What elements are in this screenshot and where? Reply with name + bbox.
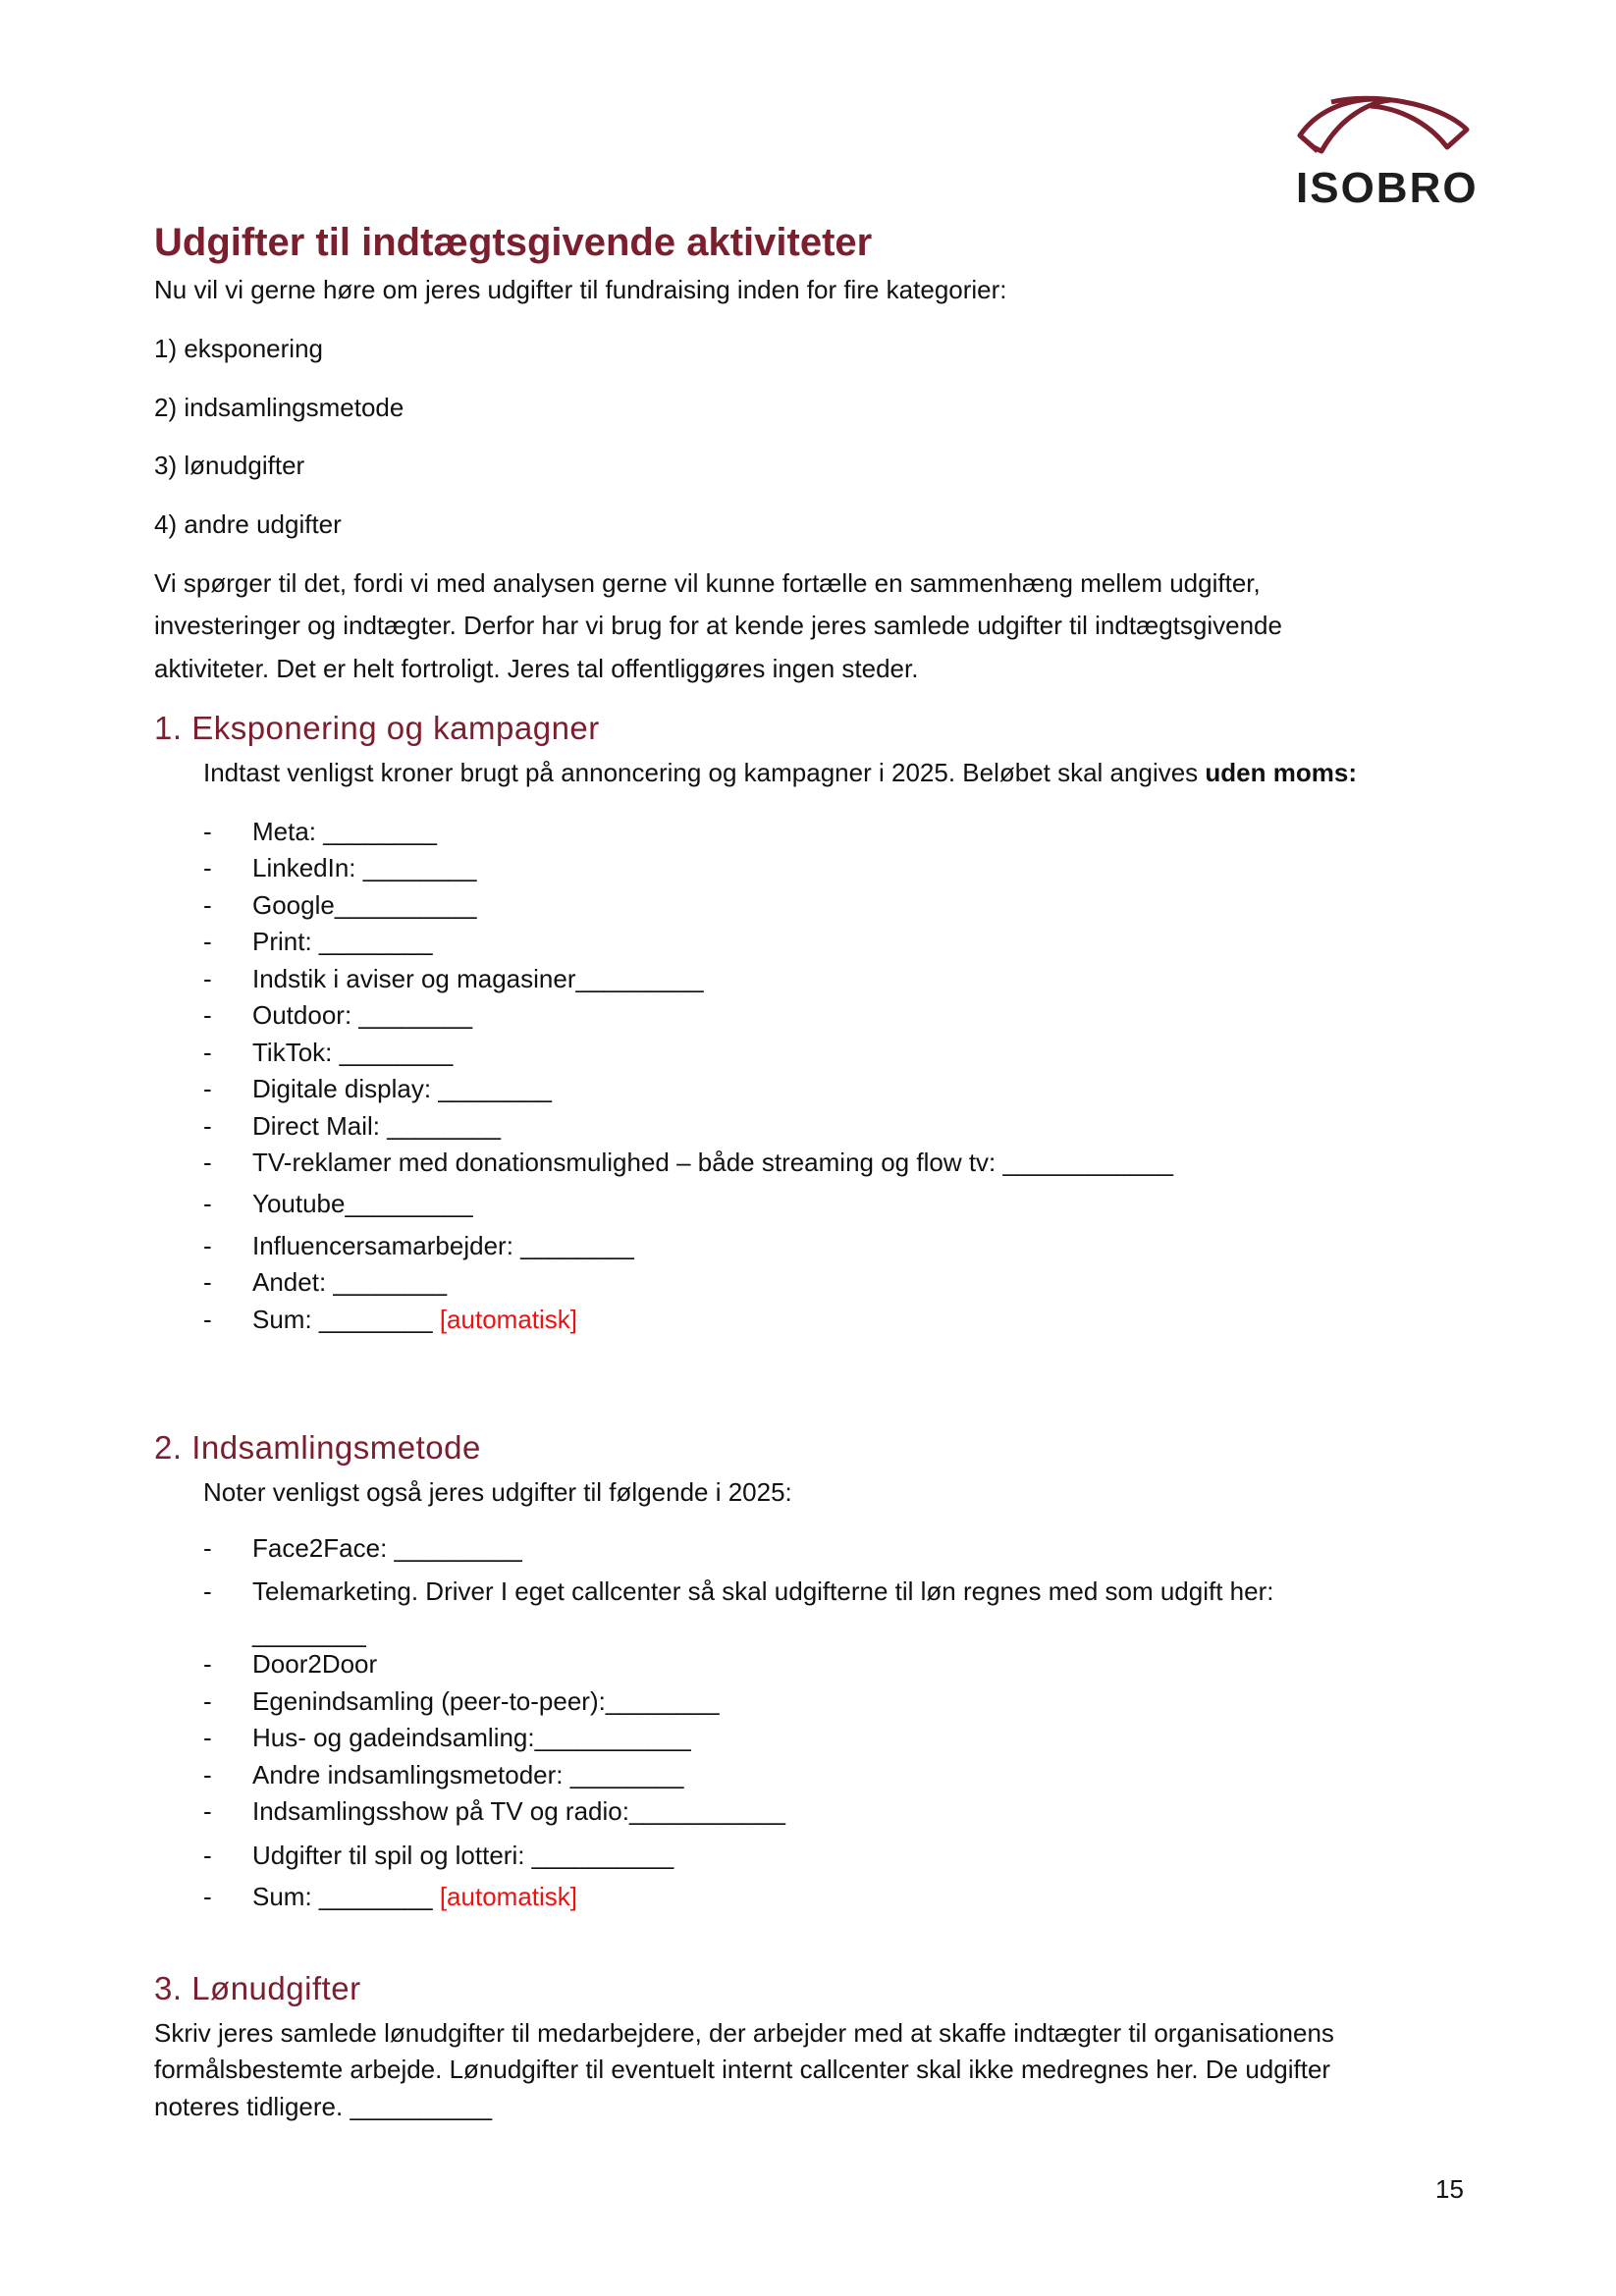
category-item: 2) indsamlingsmetode [154,393,404,422]
telemarketing-blank: ________ [252,1619,366,1648]
bullet-dash: - [203,927,212,956]
list-item [252,1684,720,1718]
category-item: 4) andre udgifter [154,509,342,539]
explanation-line: aktiviteter. Det er helt fortroligt. Jeres tal offentliggøres ingen steder. [154,654,919,683]
bullet-dash: - [203,1074,212,1103]
list-item-label: Youtube_________ [252,1189,473,1218]
list-item [252,1794,785,1828]
page-number: 15 [1435,2174,1464,2204]
section3-line: noteres tidligere. __________ [154,2092,493,2121]
list-item-label: Print: ________ [252,927,433,956]
list-item [252,1187,473,1220]
list-item [252,962,704,995]
automatic-note: [automatisk] [439,1305,577,1334]
list-item [252,1758,683,1791]
list-item-label: Udgifter til spil og lotteri: __________ [252,1841,674,1870]
section3-line: Skriv jeres samlede lønudgifter til medarbejdere, der arbejder med at skaffe indtægter til organisationens [154,2018,1334,2048]
list-item-label: Door2Door [252,1649,378,1679]
list-item-label: Face2Face: _________ [252,1533,522,1563]
list-item [252,925,433,958]
category-item: 1) eksponering [154,334,323,363]
bullet-dash: - [203,1760,212,1789]
explanation-line: investeringer og indtægter. Derfor har vi brug for at kende jeres samlede udgifter til indtægtsgivende [154,611,1282,640]
list-item-label: Indstik i aviser og magasiner_________ [252,964,704,993]
section-heading-exponering: 1. Eksponering og kampagner [154,710,600,746]
list-item-label: Outdoor: ________ [252,1000,473,1030]
list-item-label: LinkedIn: ________ [252,853,477,882]
bullet-dash: - [203,1038,212,1067]
intro-text: Nu vil vi gerne høre om jeres udgifter til fundraising inden for fire kategorier: [154,275,1007,304]
bullet-dash: - [203,817,212,846]
bullet-dash: - [203,853,212,882]
list-item [252,815,437,848]
list-item-label: Influencersamarbejder: ________ [252,1231,634,1260]
explanation-line: Vi spørger til det, fordi vi med analysen gerne vil kunne fortælle en sammenhæng mellem udgifter, [154,568,1261,598]
bullet-dash: - [203,1189,212,1218]
list-item-label: Sum: ________ [252,1305,433,1334]
list-item [252,888,476,922]
bullet-dash: - [203,1305,212,1334]
list-item-label: TV-reklamer med donationsmulighed – både streaming og flow tv: ____________ [252,1148,1174,1177]
list-item [252,998,472,1032]
list-item-label: Meta: ________ [252,817,437,846]
bullet-dash: - [203,1000,212,1030]
instruction-text: Indtast venligst kroner brugt på annoncering og kampagner i 2025. Beløbet skal angives [203,758,1206,787]
section1-instruction [203,756,1357,789]
list-item [252,1839,673,1872]
bullet-dash: - [203,1686,212,1716]
list-item [252,851,476,884]
section-heading-indsamlingsmetode: 2. Indsamlingsmetode [154,1429,481,1466]
list-item-label: Egenindsamling (peer-to-peer):________ [252,1686,720,1716]
bullet-dash: - [203,1882,212,1911]
automatic-note: [automatisk] [439,1882,577,1911]
list-item-label: Hus- og gadeindsamling:___________ [252,1723,691,1752]
list-item-label: Sum: ________ [252,1882,433,1911]
list-item [252,1146,1173,1179]
list-item [252,1109,501,1143]
list-item [252,1303,577,1336]
list-item [252,1265,447,1299]
list-item [252,1531,522,1565]
list-item-label: Andet: ________ [252,1267,448,1297]
bullet-dash: - [203,1649,212,1679]
category-item: 3) lønudgifter [154,451,305,480]
bullet-dash: - [203,1267,212,1297]
section-heading-lonudgifter: 3. Lønudgifter [154,1970,361,2006]
bullet-dash: - [203,1723,212,1752]
list-item-label: Telemarketing. Driver I eget callcenter så skal udgifterne til løn regnes med som udgift her: [252,1576,1274,1606]
list-item [252,1072,552,1105]
list-item-label: Direct Mail: ________ [252,1111,501,1141]
instruction-bold: uden moms: [1205,758,1357,787]
bullet-dash: - [203,1796,212,1826]
bullet-dash: - [203,1148,212,1177]
list-item-label: Digitale display: ________ [252,1074,552,1103]
page-title: Udgifter til indtægtsgivende aktiviteter [154,221,873,264]
logo-text: ISOBRO [1296,164,1479,212]
list-item [252,1229,634,1262]
bullet-dash: - [203,1533,212,1563]
section2-instruction: Noter venligst også jeres udgifter til følgende i 2025: [203,1477,792,1507]
list-item-label: Andre indsamlingsmetoder: ________ [252,1760,684,1789]
list-item [252,1036,453,1069]
list-item-label: Indsamlingsshow på TV og radio:___________ [252,1796,786,1826]
bullet-dash: - [203,890,212,920]
list-item [252,1880,577,1913]
list-item [252,1647,377,1681]
list-item-label: Google__________ [252,890,477,920]
bullet-dash: - [203,1231,212,1260]
bullet-dash: - [203,1111,212,1141]
section3-line: formålsbestemte arbejde. Lønudgifter til eventuelt internt callcenter skal ikke medregnes her. De udgifter [154,2055,1331,2084]
bullet-dash: - [203,964,212,993]
bullet-dash: - [203,1841,212,1870]
list-item-label: TikTok: ________ [252,1038,454,1067]
list-item [252,1575,1273,1608]
bullet-dash: - [203,1576,212,1606]
list-item [252,1721,691,1754]
